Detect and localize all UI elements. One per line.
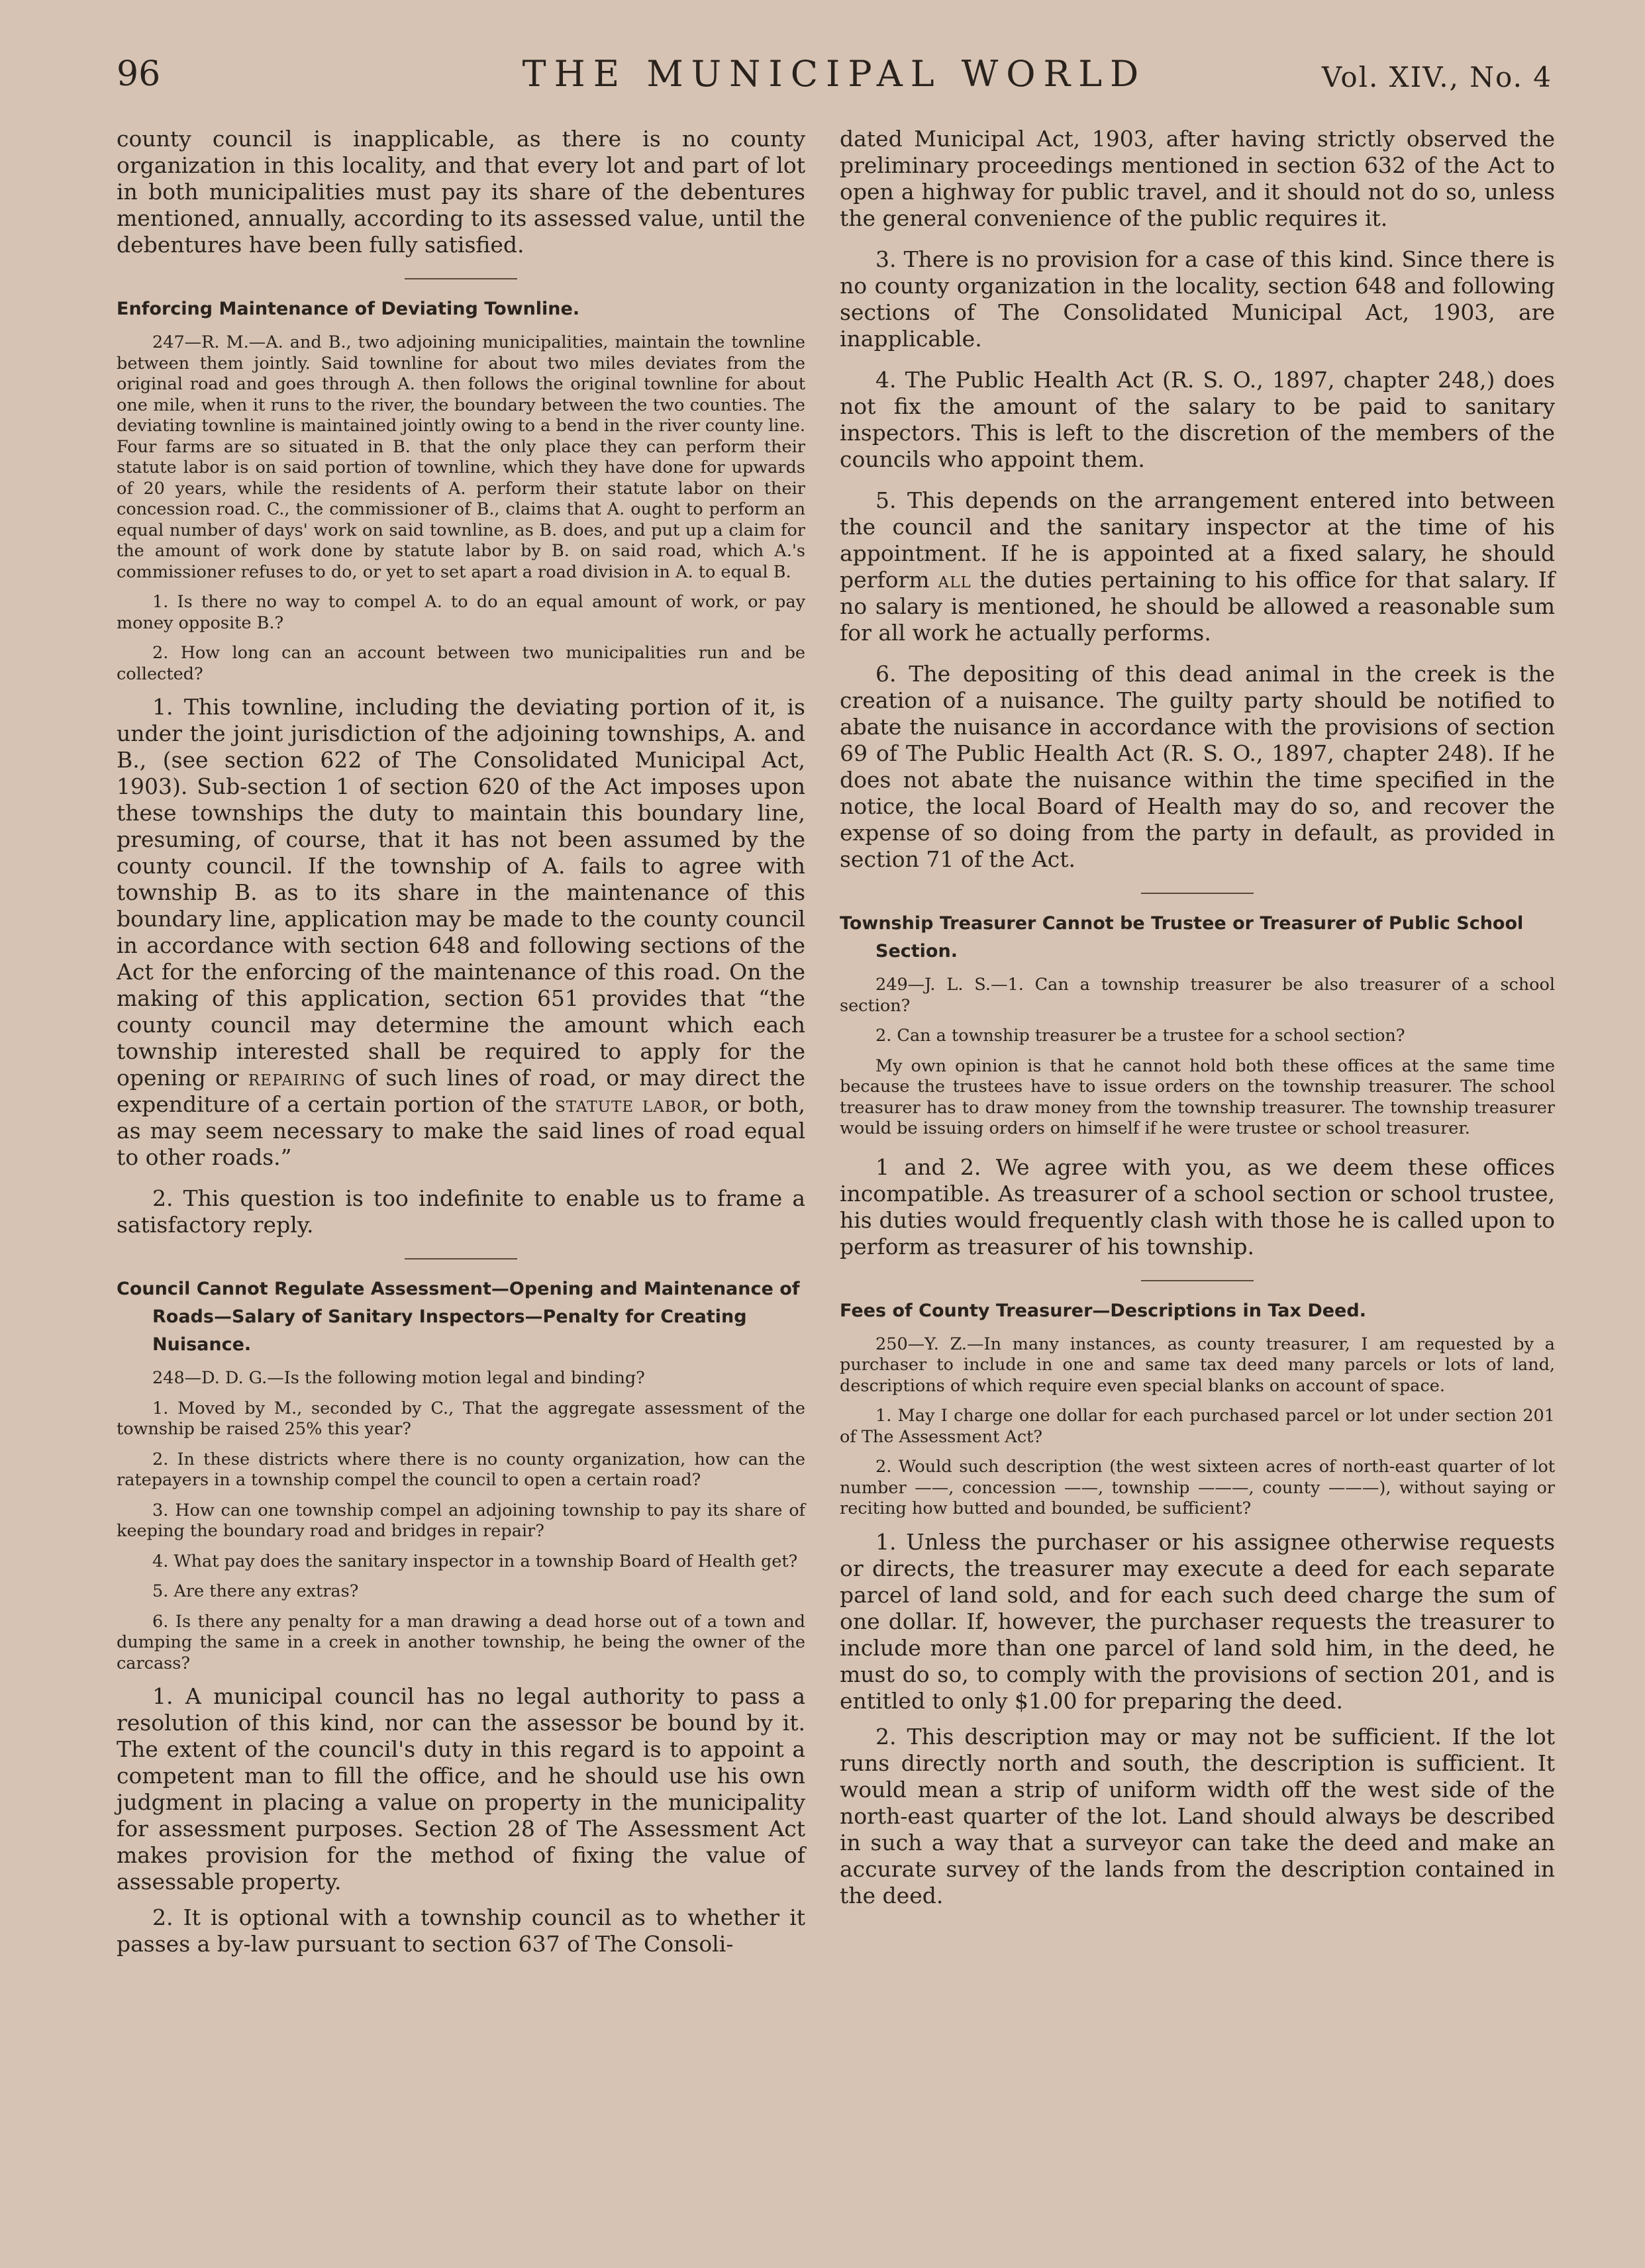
continued-paragraph: county council is inapplicable, as there is no county organization in this locality, and that every lot and part of lot in both municipalities must pay its share of the debentures mentioned, annually, according to its assessed value, until the debentures have been fully satisfied. <box>117 126 805 258</box>
answer-248-item-3: 3. There is no provision for a case of this kind. Since there is no county organization in the locality, section 648 and following sections of The Consolidated Municipal Act, 1903, are inapplicable. <box>840 246 1555 352</box>
answer-248-item-5: 5. This depends on the arrangement entered into between the council and the sanitary inspector at the time of his appointment. If he is appointed at a fixed salary, he should perform all the duties pertaining to his office for that salary. If no salary is mentioned, he should be allowed a reasonable sum for all work he actually performs. <box>840 487 1555 646</box>
question-248-heading: Council Cannot Regulate Assessment—Opening and Maintenance of Roads—Salary of Sanitary Inspectors—Penalty for Creating Nuisance. <box>117 1279 800 1355</box>
right-column <box>840 126 1555 1909</box>
answer-249: 1 and 2. We agree with you, as we deem these offices incompatible. As treasurer of a school section or school trustee, his duties would frequently clash with those he is called upon to perform as treasurer of his township. <box>840 1154 1555 1259</box>
volume-number: Vol. XIV., No. 4 <box>1321 61 1552 93</box>
question-248-text: 248—D. D. G.—Is the following motion legal and binding? <box>152 1368 645 1388</box>
question-247-item-1: 1. Is there no way to compel A. to do an equal amount of work, or pay money opposite B.? <box>117 592 805 633</box>
question-249-item-2: 2. Can a township treasurer be a trustee for a school section? <box>875 1026 1405 1046</box>
question-247-heading: Enforcing Maintenance of Deviating Townline. <box>117 299 580 319</box>
continued-answer-248-item-2: dated Municipal Act, 1903, after having strictly observed the preliminary proceedings mentioned in section 632 of the Act to open a highway for public travel, and it should not do so, unless the general convenience of the public requires it. <box>840 126 1555 231</box>
answer-247-item-1: 1. This townline, including the deviating portion of it, is under the joint jurisdiction of the adjoining townships, A. and B., (see section 622 of The Consolidated Municipal Act, 1903). Sub-section 1 of section 620 of the Act imposes upon these townships the duty to maintain this boundary line, presuming, of course, that it has not been assumed by the county council. If the township of A. fails to agree with township B. as to its share in the maintenance of this boundary line, application may be made to the county council in accordance with section 648 and following sections of the Act for the enforcing of the maintenance of this road. On the making of this application, section 651 provides that “the county council may determine the amount which each township interested shall be required to apply for the opening or repairing of such lines of road, or may direct the expenditure of a certain portion of the statute labor, or both, as may seem necessary to make the said lines of road equal to other roads.” <box>117 694 806 1170</box>
publication-title: THE MUNICIPAL WORLD <box>522 53 1147 95</box>
question-248-item-6: 6. Is there any penalty for a man drawing a dead horse out of a town and dumping the same in a creek in another township, he being the owner of the carcass? <box>117 1611 805 1673</box>
section-divider <box>405 1258 517 1259</box>
question-248-item-3: 3. How can one township compel an adjoining township to pay its share of keeping the boundary road and bridges in repair? <box>117 1500 805 1541</box>
question-247-text: 247—R. M.—A. and B., two adjoining municipalities, maintain the townline between them jointly. Said townline for about two miles deviates from the original road and goes through A. then follows the original townline for about one mile, when it runs to the river, the boundary between the two counties. The deviating townline is maintained jointly owing to a bend in the river county line. Four farms are so situated in B. that the only place they can perform their statute labor is on said portion of townline, which they have done for upwards of 20 years, while the residents of A. perform their statute labor on their concession road. C., the commissioner of B., claims that A. ought to perform an equal number of days' work on said townline, as B. does, and put up a claim for the amount of work done by statute labor by B. on said road, which A.'s commissioner refuses to do, or yet to set apart a road division in A. to equal B. <box>117 332 805 582</box>
answer-250-item-1: 1. Unless the purchaser or his assignee otherwise requests or directs, the treasurer may execute a deed for each separate parcel of land sold, and for each such deed charge the sum of one dollar. If, however, the purchaser requests the treasurer to include more than one parcel of land sold him, in the deed, he must do so, to comply with the provisions of section 201, and is entitled to only $1.00 for preparing the deed. <box>840 1528 1555 1714</box>
section-divider <box>1141 893 1254 894</box>
answer-248-item-6: 6. The depositing of this dead animal in the creek is the creation of a nuisance. The guilty party should be notified to abate the nuisance in accordance with the provisions of section 69 of The Public Health Act (R. S. O., 1897, chapter 248). If he does not abate the nuisance within the time specified in the notice, the local Board of Health may do so, and recover the expense of so doing from the party in default, as provided in section 71 of the Act. <box>840 661 1555 872</box>
answer-250-item-2: 2. This description may or may not be sufficient. If the lot runs directly north and south, the description is sufficient. It would mean a strip of uniform width off the west side of the north-east quarter of the lot. Land should always be described in such a way that a surveyor can take the deed and make an accurate survey of the lands from the description contained in the deed. <box>840 1723 1555 1908</box>
question-250-text: 250—Y. Z.—In many instances, as county treasurer, I am requested by a purchaser to include in one and same tax deed many parcels or lots of land, descriptions of which require even special blanks on account of space. <box>840 1334 1555 1396</box>
page-number: 96 <box>117 54 161 94</box>
answer-248-item-2: 2. It is optional with a township council as to whether it passes a by-law pursuant to section 637 of The Consoli- <box>117 1904 805 1957</box>
question-248-item-5: 5. Are there any extras? <box>152 1581 359 1601</box>
section-divider <box>1141 1280 1254 1281</box>
answer-248-item-1: 1. A municipal council has no legal authority to pass a resolution of this kind, nor can the assessor be bound by it. The extent of the council's duty in this regard is to appoint a competent man to fill the office, and he should use his own judgment in placing a value on property in the municipality for assessment purposes. Section 28 of The Assessment Act makes provision for the method of fixing the value of assessable property. <box>117 1683 805 1895</box>
question-250-heading: Fees of County Treasurer—Descriptions in Tax Deed. <box>840 1300 1366 1321</box>
question-249-heading: Township Treasurer Cannot be Trustee or Treasurer of Public School Section. <box>840 913 1524 961</box>
question-248-item-1: 1. Moved by M., seconded by C., That the aggregate assessment of the township be raised 25% this year? <box>117 1398 805 1439</box>
section-divider <box>405 278 517 279</box>
page-header <box>117 49 1552 102</box>
question-250-item-1: 1. May I charge one dollar for each purchased parcel or lot under section 201 of The Assessment Act? <box>840 1406 1555 1447</box>
question-247-item-2: 2. How long can an account between two municipalities run and be collected? <box>117 643 805 684</box>
question-249-opinion: My own opinion is that he cannot hold both these offices at the same time because the trustees have to issue orders on the township treasurer. The school treasurer has to draw money from the township treasurer. The township treasurer would be issuing orders on himself if he were trustee or school treasurer. <box>840 1056 1555 1138</box>
question-248-item-4: 4. What pay does the sanitary inspector in a township Board of Health get? <box>152 1551 798 1571</box>
answer-248-item-4: 4. The Public Health Act (R. S. O., 1897, chapter 248,) does not fix the amount of the salary to be paid to sanitary inspectors. This is left to the discretion of the members of the councils who appoint them. <box>840 367 1555 472</box>
left-column <box>117 126 805 1957</box>
question-248-item-2: 2. In these districts where there is no county organization, how can the ratepayers in a township compel the council to open a certain road? <box>117 1449 805 1490</box>
question-249-item-1: 249—J. L. S.—1. Can a township treasurer be also treasurer of a school section? <box>840 975 1555 1016</box>
answer-247-item-2: 2. This question is too indefinite to enable us to frame a satisfactory reply. <box>117 1185 805 1238</box>
question-250-item-2: 2. Would such description (the west sixteen acres of north-east quarter of lot number ——, concession ——, township ———, county ———), without saying or reciting how butted and bounded, be sufficient? <box>840 1457 1555 1518</box>
